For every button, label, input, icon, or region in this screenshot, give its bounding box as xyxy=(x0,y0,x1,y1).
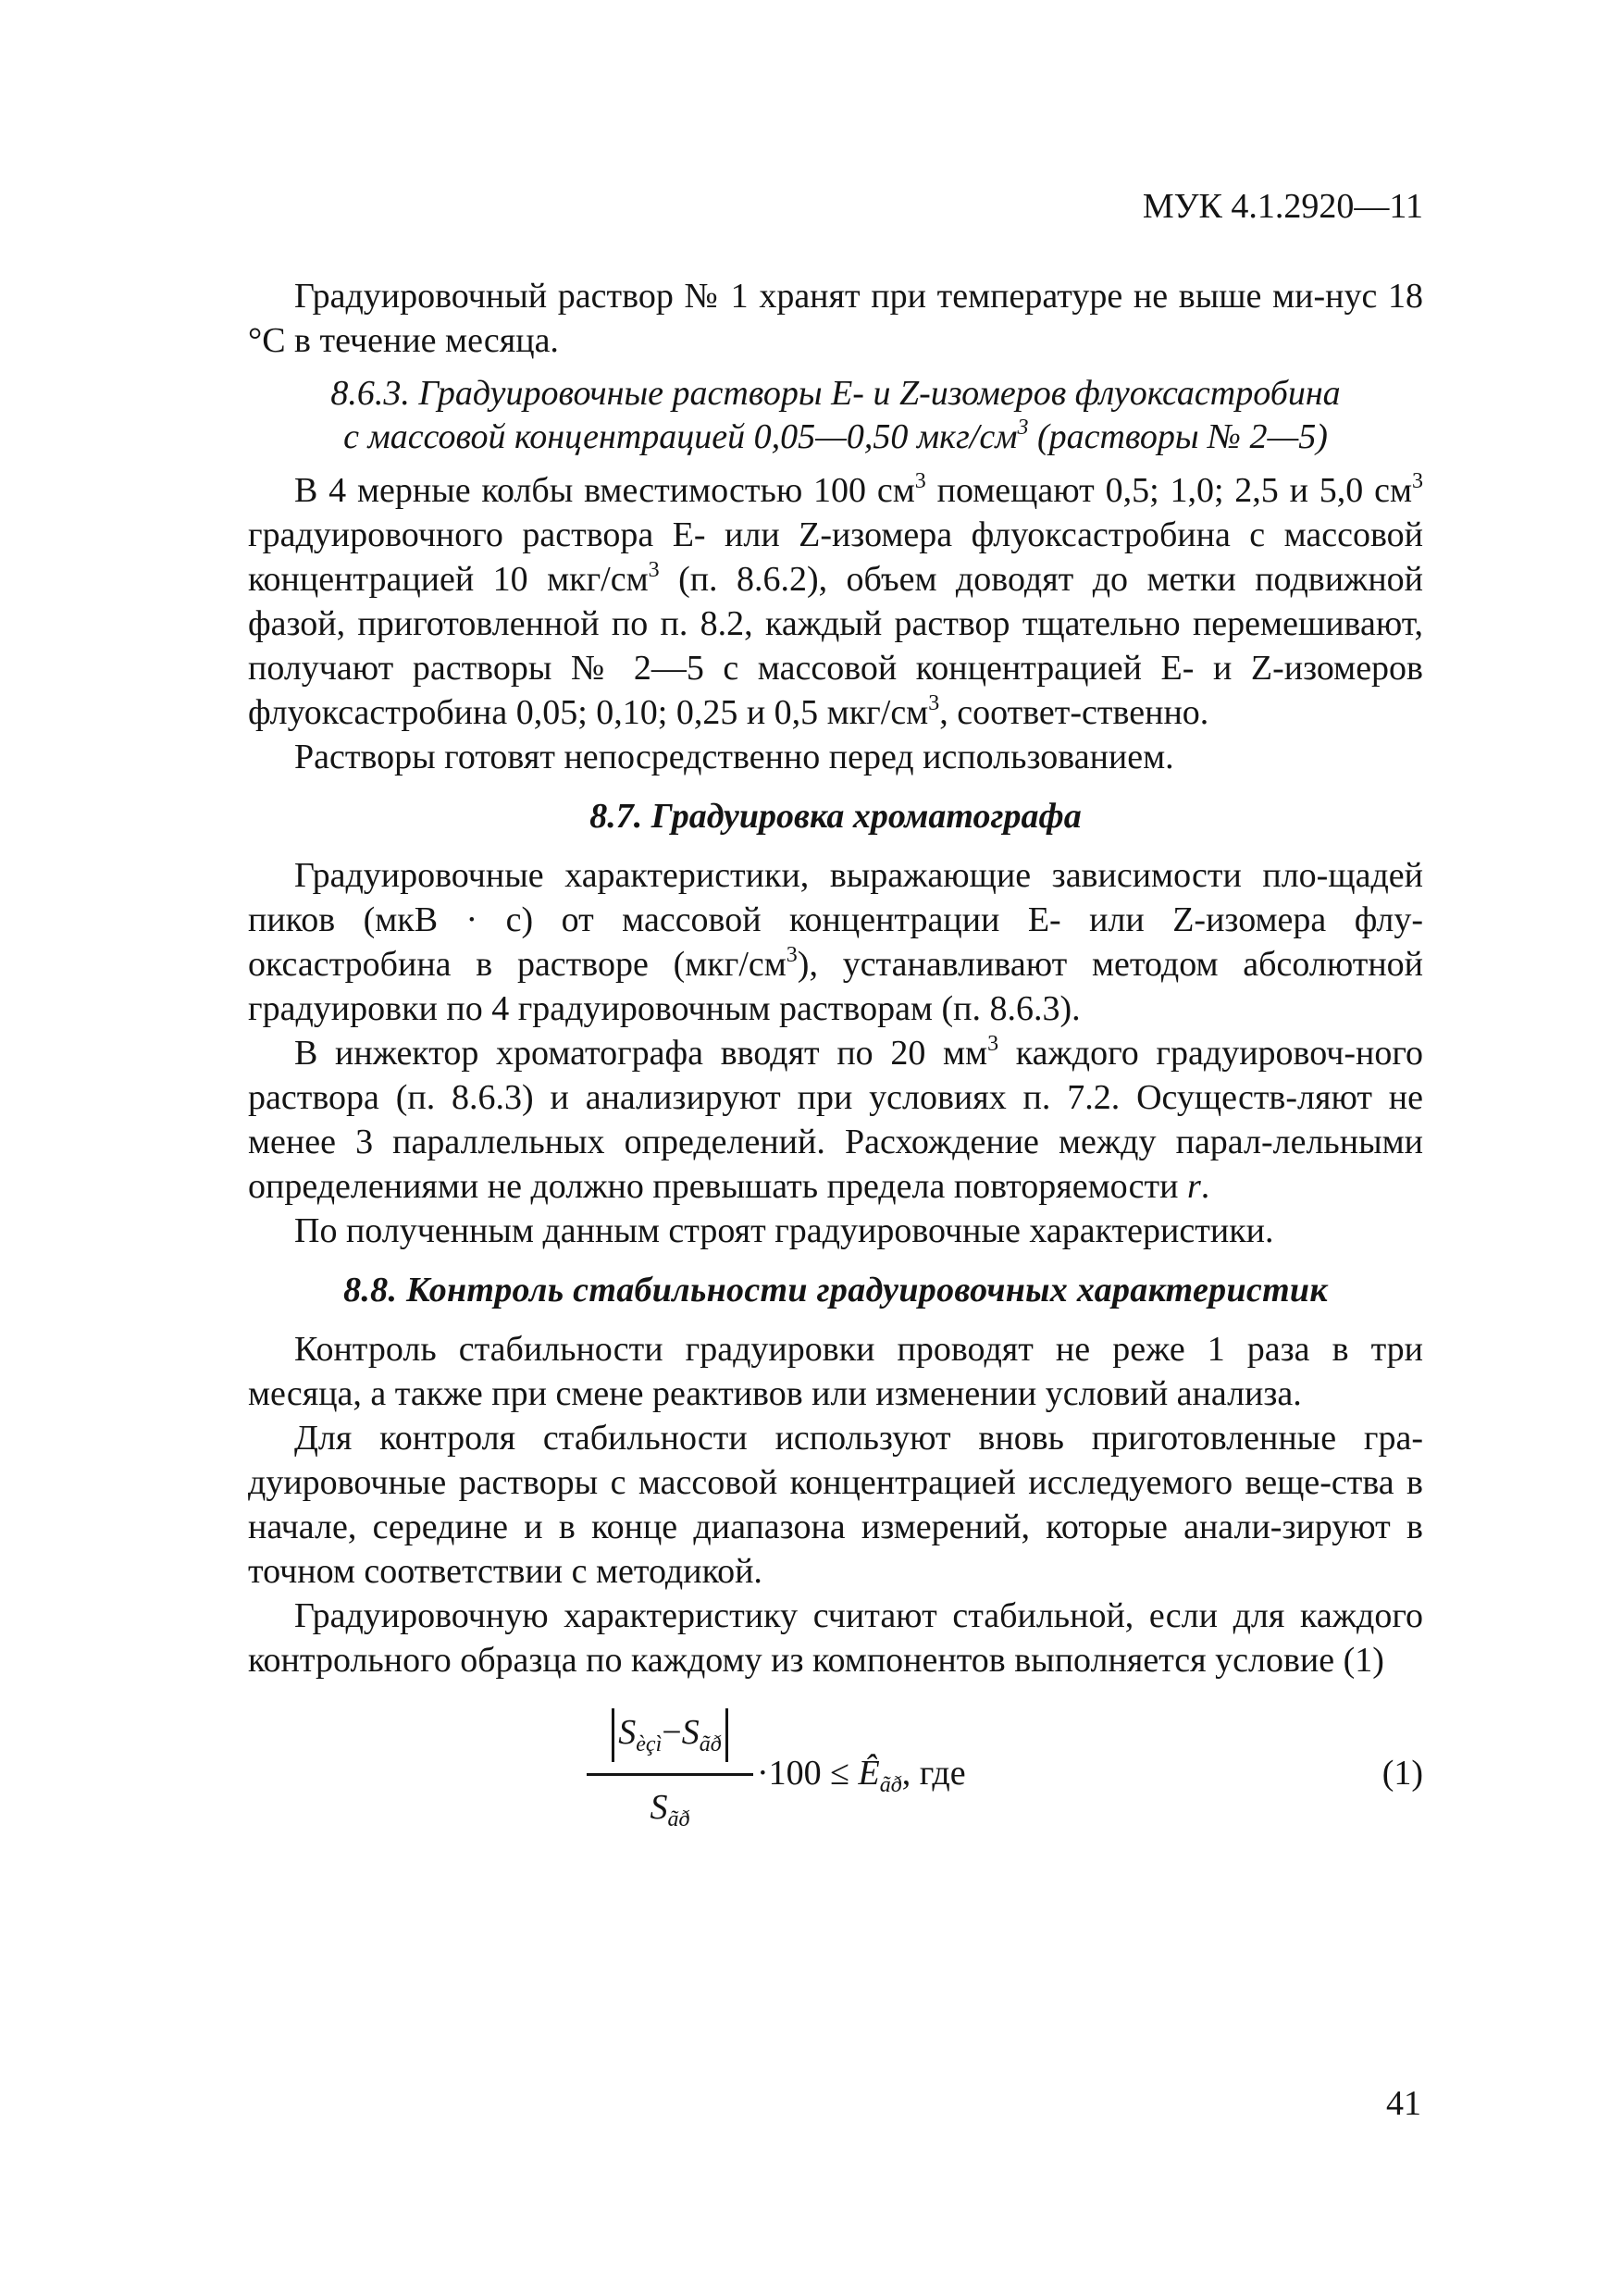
equation-number: (1) xyxy=(1381,1754,1423,1793)
formula-expression xyxy=(587,1699,1068,1838)
abs-bar-left xyxy=(612,1708,614,1762)
page-body xyxy=(248,274,1423,1838)
paragraph-flasks xyxy=(248,468,1423,735)
symbol-k-hat xyxy=(859,1754,880,1793)
paragraph-prepare: Растворы готовят непосредственно перед использованием. xyxy=(294,738,1174,776)
superscript-3: 3 xyxy=(914,469,926,493)
paragraph-flasks-part-d: (п. 8.6.2), объем доводят до метки подвижной фазой, приготовленной по п. 8.2, каждый раствор тщательно перемешивают, получают растворы № 2—5 с массовой концентрацией E- и Z-изомеров флуоксастробина 0,05; 0,10; 0,25 и 0,5 мкг/см xyxy=(248,560,1423,732)
heading-line2-part-a: с массовой концентрацией 0,05—0,50 мкг/см xyxy=(343,417,1018,456)
paragraph-calibration xyxy=(248,853,1423,1031)
symbol-k: Ê xyxy=(858,1754,880,1793)
paragraph-injector-end: . xyxy=(1200,1167,1210,1206)
superscript-3: 3 xyxy=(987,1032,999,1056)
formula-where: , где xyxy=(901,1754,966,1793)
superscript-3: 3 xyxy=(786,943,798,967)
symbol-s: S xyxy=(618,1713,637,1752)
superscript-3: 3 xyxy=(1017,416,1029,440)
paragraph-injector xyxy=(248,1031,1423,1209)
subscript-gr: ãð xyxy=(667,1807,690,1831)
section-8-6-3-heading xyxy=(248,372,1423,459)
document-code: МУК 4.1.2920—11 xyxy=(1142,187,1423,226)
superscript-3: 3 xyxy=(648,558,660,582)
formula-tail xyxy=(757,1751,966,1807)
times-100-leq: ·100 ≤ xyxy=(757,1754,859,1793)
fraction-line xyxy=(587,1773,753,1776)
paragraph-stability-control: Контроль стабильности градуировки проводят не реже 1 раза в три месяца, а также при смене реактивов или изменении условий анализа. xyxy=(248,1330,1423,1413)
paragraph-flasks-part-c: градуировочного раствора E- или Z-изомера флуоксастробина с массовой концентрацией 10 мкг/см xyxy=(248,515,1423,599)
abs-bar-right xyxy=(725,1708,728,1762)
subscript-gr: ãð xyxy=(879,1773,902,1797)
section-8-8-heading: 8.8. Контроль стабильности градуировочных характеристик xyxy=(343,1271,1328,1309)
formula-fraction xyxy=(587,1699,753,1838)
symbol-s: S xyxy=(681,1713,700,1752)
paragraph-calibration-part-a: Градуировочные характеристики, выражающие зависимости пло-щадей пиков (мкВ · с) от массовой концентрации E- или Z-изомера флу-оксастробина в растворе (мкг/см xyxy=(248,856,1423,984)
paragraph-flasks-part-b: помещают 0,5; 1,0; 2,5 и 5,0 см xyxy=(925,471,1412,510)
minus-sign: − xyxy=(662,1713,682,1752)
paragraph-injector-part-b: каждого градуировоч-ного раствора (п. 8.6.3) и анализируют при условиях п. 7.2. Осуществ-ляют не менее 3 параллельных определений. Расхождение между парал-лельными определениями не должно превышать предела повторяемости xyxy=(248,1034,1423,1206)
section-8-6-3-heading-line1: 8.6.3. Градуировочные растворы E- и Z-изомеров флуоксастробина xyxy=(330,374,1341,413)
heading-line2-part-b: (растворы № 2—5) xyxy=(1028,417,1328,456)
paragraph-stability-solutions: Для контроля стабильности используют вновь приготовленные гра-дуировочные растворы с массовой концентрацией исследуемого веще-ства в начале, середине и в конце диапазона измерений, которые анали-зируют в точном соответствии с методикой. xyxy=(248,1419,1423,1591)
superscript-3: 3 xyxy=(928,691,940,715)
formula-numerator xyxy=(587,1706,753,1762)
paragraph-storage: Градуировочный раствор № 1 хранят при температуре не выше ми-нус 18 °С в течение месяца. xyxy=(248,277,1423,360)
paragraph-stability-condition: Градуировочную характеристику считают стабильной, если для каждого контрольного образца по каждому из компонентов выполняется условие (1) xyxy=(248,1596,1423,1680)
subscript-gr: ãð xyxy=(699,1732,722,1756)
section-8-7-heading: 8.7. Градуировка хроматографа xyxy=(589,797,1082,836)
section-8-6-3-heading-line2 xyxy=(248,416,1423,459)
paragraph-calibration-part-b: ), устанавливают методом абсолютной градуировки по 4 градуировочным растворам (п. 8.6.3). xyxy=(248,945,1423,1028)
subscript-izm: èçì xyxy=(636,1732,663,1756)
page-number: 41 xyxy=(1386,2084,1421,2123)
formula-denominator xyxy=(587,1784,753,1843)
paragraph-flasks-part-e: , соответ-ственно. xyxy=(939,693,1209,732)
paragraph-flasks-part-a: В 4 мерные колбы вместимостью 100 см xyxy=(294,471,915,510)
superscript-3: 3 xyxy=(1412,469,1423,493)
formula-1 xyxy=(248,1699,1423,1838)
variable-r: r xyxy=(1186,1167,1201,1206)
symbol-s: S xyxy=(650,1788,668,1827)
paragraph-injector-part-a: В инжектор хроматографа вводят по 20 мм xyxy=(294,1034,988,1073)
paragraph-build-characteristics: По полученным данным строят градуировочные характеристики. xyxy=(294,1211,1274,1250)
